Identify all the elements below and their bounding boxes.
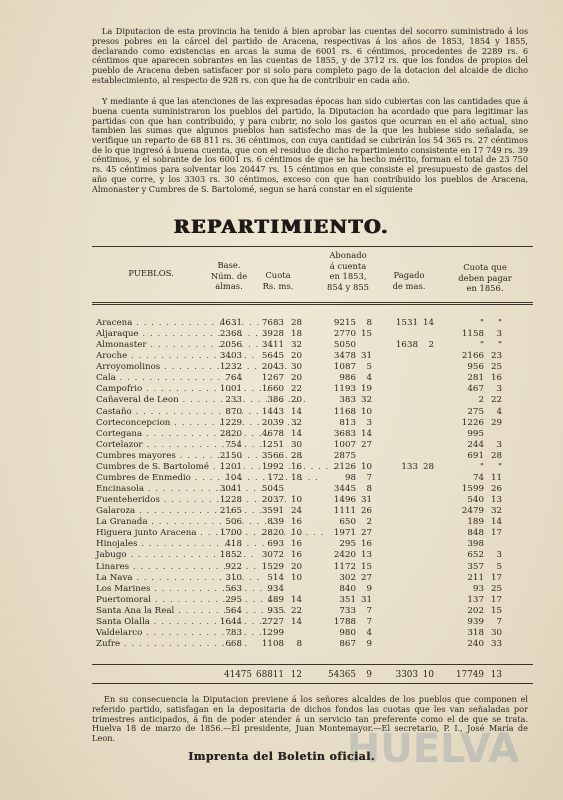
header-top-rule [92,246,533,247]
totals-rule [92,664,533,665]
cell-ab-rs: 295 [339,539,356,550]
cell-ab-rs: 840 [339,583,356,594]
totals-row [92,669,533,681]
cell-base: 3403 [219,351,242,362]
cell-ab-rs: 5050 [333,340,356,351]
cell-rs: 5645 [261,351,284,362]
cell-cp-rs: 275 [467,406,484,417]
table-title: REPARTIMIENTO. [173,216,390,238]
cell-cp-ms: 23 [490,351,502,362]
cell-ab-ms: 27 [360,572,372,583]
cell-ab-rs: 980 [339,627,356,638]
cell-base: 783 [225,627,242,638]
cell-name: Santa Olalla . . . [96,616,210,628]
cell-base: 418 [225,539,242,550]
cell-cp-ms: 3 [496,550,502,561]
cell-name: Puertomoral . . . [96,594,210,606]
cell-base: 2056 [219,340,242,351]
cell-ms: 10 [290,528,302,539]
header-abonado: Abonado á cuenta en 1853, 854 y 855 [326,250,370,292]
cell-cp-ms: 26 [490,484,502,495]
intro-paragraph-2: Y mediante á que las atenciones de las expresadas épocas han sido cubiertas con las cantidades que á buena cuenta suministraron los pueblos del partido, la Diputacion ha acordado que para legitimar las partidas con que han contribuido, y para cubrir, no solo los gastos que ocurran en el año actual, sino tambien las sumas que algunos pueblos han satisfecho mas de la que les hubiese sido señalada, se verifique un reparto de 68 811 rs. 36 céntimos, con cuya cantidad se cubrirán los 54 365 rs. 27 céntimos de lo que ingresó á buena cuenta, que con el residuo de dicho repartimiento consistente en 17 749 rs. 39 céntimos, y el sobrante de los 6001 rs. 6 céntimos de que se ha hecho mérito, forman el total de 23 750 rs. 45 céntimos para solventar los 20447 rs. 15 céntimos en que consiste el presupuesto de gastos del año que corre, y los 3303 rs. 30 céntimos, exceso con que han contribuido los pueblos de Aracena, Almonaster y Cumbres de S. Bartolomé, segun se hará constar en el siguiente [92,96,528,194]
cell-base: 233 [225,395,242,406]
cell-ab-ms: 31 [360,495,372,506]
cell-ab-rs: 3683 [333,428,356,439]
cell-cp-rs: 2 [478,395,484,406]
cell-name: Fuenteheridos . . . [96,494,210,506]
cell-base: 1201 [219,461,242,472]
cell-ab-rs: 867 [339,639,356,650]
cell-name: Valdelarco . . . [96,627,210,639]
cell-ab-ms: 10 [360,406,372,417]
cell-base: 870 [225,406,242,417]
cell-cp-rs: 2166 [461,351,484,362]
cell-rs: 3072 [261,550,284,561]
cell-name: La Granada . . . [96,516,210,528]
cell-ms: 22 [290,605,302,616]
cell-cp-rs: 93 [472,583,484,594]
total-cuota-ms: 12 [290,670,302,680]
cell-rs: 2727 [261,616,284,627]
cell-ms: 18 [290,472,302,483]
cell-ab-rs: 9215 [333,318,356,328]
cell-ab-ms: 7 [366,472,372,483]
cell-ab-rs: 2875 [333,450,356,461]
cell-cp-ms: 25 [490,583,502,594]
header-bottom-rule [92,302,533,305]
cell-ab-rs: 986 [339,373,356,384]
cell-ab-rs: 1168 [333,406,356,417]
cell-rs: 1992 [261,461,284,472]
cell-ab-ms: 4 [366,373,372,384]
cell-cp-rs: 540 [467,495,484,506]
cell-cp-ms: 7 [496,616,502,627]
cell-ms: 14 [290,594,302,605]
cell-cp-ms: 13 [490,495,502,506]
cell-ab-ms: 7 [366,605,372,616]
cell-rs: 934 [267,583,284,594]
cell-ab-rs: 813 [339,417,356,428]
cell-cp-rs: 956 [467,362,484,373]
cell-cp-rs: 1226 [461,417,484,428]
cell-rs: 1443 [261,406,284,417]
cell-name: Campofrio . . . [96,383,210,395]
cell-cp-rs: 652 [467,550,484,561]
cell-ms: 10 [290,572,302,583]
total-base: 41475 [224,670,252,680]
cell-cp-rs: 244 [467,439,484,450]
cell-cp-ms: 33 [490,639,502,650]
cell-cp-rs: 1158 [461,329,484,340]
cell-name: Corteconcepcion . . . [96,417,210,429]
cell-ab-ms: 5 [366,362,372,373]
cell-ab-ms: 27 [360,528,372,539]
cell-base: 310 [225,572,242,583]
cell-ab-ms: 3 [366,417,372,428]
cell-ab-rs: 1971 [333,528,356,539]
cell-ab-ms: 8 [366,318,372,328]
cell-rs: 7683 [261,318,284,328]
cell-base: 2150 [219,450,242,461]
cell-cp-rs: 202 [467,605,484,616]
cell-name: Cala . . . [96,372,210,384]
total-pagado-ms: 10 [422,670,434,680]
cell-cp-rs: 2479 [461,506,484,517]
cell-cp-rs: " [480,318,484,328]
cell-ms: 16 [290,550,302,561]
cell-cp-ms: 28 [490,450,502,461]
cell-rs: 3928 [261,329,284,340]
cell-ab-ms: 31 [360,594,372,605]
cell-name: Cortegana . . . [96,428,210,440]
cell-rs: 514 [267,572,284,583]
cell-ab-ms: 15 [360,561,372,572]
header-cuota-pagar: Cuota que deben pagar en 1856. [458,262,512,293]
cell-ms: 10 [290,495,302,506]
cell-cp-ms: 22 [490,395,502,406]
total-abonado-rs: 54365 [328,670,356,680]
cell-name: Aracena . . . [96,317,210,329]
cell-cp-rs: 240 [467,639,484,650]
cell-name: Galaroza . . . [96,505,210,517]
header-base: Base. Núm. de almas. [210,260,248,291]
cell-ab-rs: 302 [339,572,356,583]
cell-base: 1232 [219,362,242,373]
cell-cp-rs: 398 [467,539,484,550]
cell-ms: 8 [296,639,302,650]
cell-cp-ms: 30 [490,627,502,638]
cell-ab-rs: 1193 [333,384,356,395]
cell-base: 563 [225,583,242,594]
cell-cp-ms: 14 [490,517,502,528]
cell-cp-rs: " [480,461,484,472]
cell-ms: 20 [290,395,302,406]
cell-base: 1852 [219,550,242,561]
total-cuota-rs: 68811 [256,670,284,680]
cell-base: 506 [225,517,242,528]
cell-name: Cumbres mayores . . . [96,450,210,462]
intro-paragraph-1: La Diputacion de esta provincia ha tenido á bien aprobar las cuentas del socorro suministrado á los presos pobres en la cárcel del partido de Aracena, respectivas á los años de 1853, 1854 y 1855, declarando como existencias en arcas la suma de 6001 rs. 6 céntimos, procedentes de 2289 rs. 6 céntimos que aparecen sobrantes en las cuentas de 1855, y de 3712 rs. que los fondos de propios del pueblo de Aracena deben satisfacer por si solo para completo pago de la dotacion del alcaide de dicho establecimiento, al respecto de 928 rs. con que ha de contribuir en cada año. [92,26,528,85]
cell-rs: 3411 [261,340,284,351]
cell-cp-ms: 17 [490,594,502,605]
cell-ab-rs: 1087 [333,362,356,373]
cell-rs: 1251 [261,439,284,450]
cell-rs: 2820 [261,528,284,539]
cell-ms: 32 [290,340,302,351]
cell-cp-ms: 4 [496,406,502,417]
cell-rs: 1529 [261,561,284,572]
watermark-text: HUELVA [346,726,520,772]
cell-cp-ms: 5 [496,561,502,572]
cell-base: 1700 [219,528,242,539]
cell-cp-ms: 17 [490,528,502,539]
cell-cp-rs: 281 [467,373,484,384]
cell-ab-rs: 3478 [333,351,356,362]
cell-cp-ms: 32 [490,506,502,517]
cell-ab-ms: 15 [360,329,372,340]
cell-name: Santa Ana la Real . . . [96,605,210,617]
cell-base: 3041 [219,484,242,495]
cell-name: Castaño . . . [96,406,210,418]
cell-name: Arroyomolinos . . . [96,361,210,373]
bottom-rule [92,683,533,684]
cell-ab-ms: 10 [360,461,372,472]
total-cuota-pagar-ms: 13 [490,670,502,680]
cell-base: 4631 [219,318,242,328]
cell-ab-ms: 7 [366,616,372,627]
cell-cp-rs: 318 [467,627,484,638]
cell-rs: 3566 [261,450,284,461]
cell-pg-rs: 1638 [395,340,418,351]
cell-name: Encinasola . . . [96,483,210,495]
cell-base: 764 [225,373,242,384]
cell-rs: 386 [267,395,284,406]
cell-ms: 20 [290,351,302,362]
cell-name: Linares . . . [96,561,210,573]
cell-ms: 18 [290,329,302,340]
cell-ab-rs: 3445 [333,484,356,495]
cell-base: 295 [225,594,242,605]
cell-cp-rs: 211 [467,572,484,583]
cell-cp-ms: 25 [490,362,502,373]
closing-paragraph: En su consecuencia la Diputacion previene á los señores alcaldes de los pueblos que componen el referido partido, satisfagan en la depositaria de dichos fondos las cuotas que les van señaladas por trimestres anticipados, á fin de poder atender á un servicio tan preferente como el de que se trata. Huelva 18 de marzo de 1856.—El presidente, Juan Montemayor.—El secretario, P. I., José María de Leon. [92,694,528,743]
cell-cp-ms: 29 [490,417,502,428]
total-cuota-pagar-rs: 17749 [456,670,484,680]
cell-base: 1228 [219,495,242,506]
cell-ab-rs: 98 [344,472,356,483]
cell-ms: 16 [290,517,302,528]
printer-imprint: Imprenta del Boletin oficial. [188,750,375,763]
cell-ab-ms: 16 [360,539,372,550]
cell-ab-rs: 351 [339,594,356,605]
header-cuota: Cuota Rs. ms. [262,270,294,291]
cell-base: 754 [225,439,242,450]
cell-ab-rs: 2420 [333,550,356,561]
cell-name: Jabugo . . . [96,549,210,561]
cell-cp-rs: 137 [467,594,484,605]
cell-rs: 693 [267,539,284,550]
cell-ms: 14 [290,616,302,627]
cell-ab-ms: 32 [360,395,372,406]
cell-ms: 32 [290,417,302,428]
cell-name: Cumbres de S. Bartolomé . . . [96,461,210,473]
cell-ab-rs: 2770 [333,329,356,340]
cell-rs: 5045 [261,484,284,495]
cell-rs: 1267 [261,373,284,384]
cell-ab-rs: 1172 [333,561,356,572]
cell-ms: 16 [290,539,302,550]
cell-ab-ms: 13 [360,550,372,561]
cell-rs: 2037 [261,495,284,506]
cell-pg-ms: 28 [422,461,434,472]
cell-name: Los Marines . . . [96,583,210,595]
cell-cp-ms: " [498,318,502,328]
cell-ab-rs: 650 [339,517,356,528]
cell-cp-ms: 16 [490,373,502,384]
cell-rs: 1660 [261,384,284,395]
cell-ms: 20 [290,373,302,384]
cell-name: Aljaraque . . . [96,328,210,340]
cell-cp-rs: " [480,340,484,351]
library-stamp-watermark [346,704,520,782]
cell-name: Cortelazor . . . [96,439,210,451]
cell-rs: 1299 [261,627,284,638]
cell-ms: 30 [290,362,302,373]
table-row [92,638,533,650]
header-pagado: Pagado de mas. [392,270,426,291]
cell-ab-rs: 1788 [333,616,356,627]
cell-base: 104 [225,472,242,483]
cell-ab-ms: 31 [360,351,372,362]
cell-rs: 489 [267,594,284,605]
total-pagado-rs: 3303 [395,670,418,680]
cell-name: Higuera junto Aracena . . . [96,527,210,539]
cell-ms: 20 [290,561,302,572]
cell-ab-ms: 8 [366,484,372,495]
cell-cp-ms: " [498,340,502,351]
cell-cp-rs: 357 [467,561,484,572]
cell-name: Almonaster . . . [96,339,210,351]
cell-base: 2820 [219,428,242,439]
cell-base: 564 [225,605,242,616]
cell-pg-ms: 14 [422,318,434,328]
cell-pg-rs: 1531 [395,318,418,328]
cell-cp-ms: " [498,461,502,472]
cell-ms: 24 [290,506,302,517]
cell-base: 1001 [219,384,242,395]
cell-ab-ms: 9 [366,639,372,650]
cell-rs: 2039 [261,417,284,428]
cell-name: Cañaveral de Leon . . . [96,394,210,406]
cell-cp-ms: 3 [496,439,502,450]
cell-ab-ms: 26 [360,506,372,517]
cell-ab-ms: 9 [366,583,372,594]
cell-rs: 839 [267,517,284,528]
cell-cp-rs: 939 [467,616,484,627]
cell-ab-ms: 19 [360,384,372,395]
cell-rs: 2043 [261,362,284,373]
cell-ms: 28 [290,450,302,461]
cell-ab-rs: 1007 [333,439,356,450]
cell-ms: 22 [290,384,302,395]
cell-ms: 30 [290,439,302,450]
cell-base: 668 [225,639,242,650]
cell-ms: 28 [290,318,302,328]
cell-rs: 1108 [261,639,284,650]
cell-rs: 172 [267,472,284,483]
cell-name: Cumbres de Enmedio . . . [96,472,210,484]
cell-cp-ms: 3 [496,329,502,340]
cell-ab-ms: 4 [366,627,372,638]
cell-cp-rs: 467 [467,384,484,395]
cell-ab-rs: 733 [339,605,356,616]
cell-rs: 935 [267,605,284,616]
cell-base: 2165 [219,506,242,517]
cell-ms: 16 [290,461,302,472]
cell-ab-ms: 14 [360,428,372,439]
cell-ab-rs: 2126 [333,461,356,472]
cell-pg-ms: 2 [428,340,434,351]
cell-ms: 14 [290,406,302,417]
cell-cp-rs: 691 [467,450,484,461]
cell-ab-rs: 383 [339,395,356,406]
cell-rs: 4678 [261,428,284,439]
cell-ab-ms: 2 [366,517,372,528]
cell-cp-rs: 74 [472,472,484,483]
cell-cp-ms: 15 [490,605,502,616]
cell-cp-rs: 189 [467,517,484,528]
cell-cp-ms: 17 [490,572,502,583]
cell-name: La Nava . . . [96,572,210,584]
cell-ab-rs: 1496 [333,495,356,506]
cell-ab-ms: 27 [360,439,372,450]
cell-base: 922 [225,561,242,572]
cell-base: 1229 [219,417,242,428]
cell-ms: 14 [290,428,302,439]
cell-cp-rs: 995 [467,428,484,439]
cell-name: Zufre . . . [96,638,210,650]
cell-cp-rs: 1599 [461,484,484,495]
cell-name: Hinojales . . . [96,538,210,550]
cell-cp-rs: 848 [467,528,484,539]
cell-name: Aroche . . . [96,350,210,362]
header-pueblos: PUEBLOS. [128,268,174,278]
cell-pg-rs: 133 [401,461,418,472]
cell-rs: 3591 [261,506,284,517]
cell-ab-rs: 1111 [333,506,356,517]
cell-base: 1644 [219,616,242,627]
cell-base: 2368 [219,329,242,340]
total-abonado-ms: 9 [366,670,372,680]
cell-cp-ms: 11 [490,472,502,483]
cell-cp-ms: 3 [496,384,502,395]
